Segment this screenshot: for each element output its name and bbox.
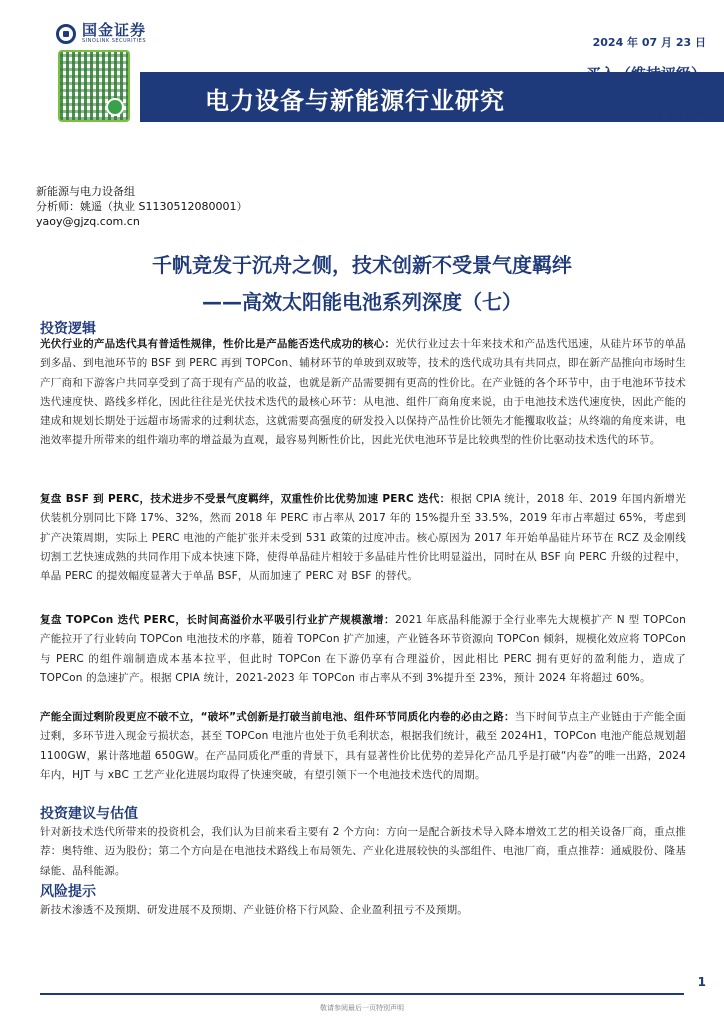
page-number: 1 <box>697 975 706 989</box>
paragraph-6: 新技术渗透不及预期、研发进展不及预期、产业链价格下行风险、企业盈利扭亏不及预期。 <box>40 904 468 916</box>
brand-name-cn: 国金证券 <box>82 21 147 39</box>
analyst-info <box>36 184 247 229</box>
paragraph-4: 产能全面过剩阶段更应不破不立，“破坏”式创新是打破当前电池、组件环节同质化内卷的必由之路：当下时间节点主产业链由于产能全面过剩，多环节进入现金亏损状态，甚至 TOPCon 电池片也处于负毛利状态，根据我们统计，截至 2024H1，TOPCon 电池产能总规划超 1100GW，累计落地超 650GW。在产品同质化严重的背景下，具有显著性价比优势的差异化产品几乎是打破“内卷”的唯一出路，2024 年内，HJT 与 xBC 工艺产业化进展均取得了快速突破，有望引领下一个电池技术迭代的周期。 <box>40 711 686 781</box>
analyst-email[interactable]: yaoy@gjzq.com.cn <box>36 215 140 228</box>
report-title: 电力设备与新能源行业研究 <box>205 87 505 115</box>
report-date: 2024 年 07 月 23 日 <box>592 36 706 49</box>
footer-disclaimer[interactable]: 敬请参阅最后一页特别声明 <box>320 1004 404 1012</box>
qr-code-icon <box>58 50 130 122</box>
footer-divider <box>40 993 684 995</box>
logo-icon <box>56 24 76 44</box>
section-heading-logic: 投资逻辑 <box>40 321 96 337</box>
report-tag: 证券研究报告 <box>658 112 706 121</box>
rating: 买入（维持评级） <box>585 65 706 83</box>
report-type: 行业专题研究报告 <box>601 93 706 108</box>
company-logo <box>56 22 146 45</box>
paragraph-3: 复盘 TOPCon 迭代 PERC，长时间高溢价水平吸引行业扩产规模激增：2021 年底晶科能源于全行业率先大规模扩产 N 型 TOPCon 产能拉开了行业转向 TOPCon 电池技术的序幕，随着 TOPCon 扩产加速，产业链各环节资源向 TOPCon 倾斜，规模化效应将 TOPCon 与 PERC 的组件端制造成本基本拉平，但此时 TOPCon 在下游仍享有合理溢价，因此相比 PERC 拥有更好的盈利能力，造成了 TOPCon 的急速扩产。根据 CPIA 统计，2021-2023 年 TOPCon 市占率从不到 3%提升至 23%，预计 2024 年将超过 60%。 <box>40 614 687 684</box>
analyst-name: 分析师：姚遥（执业 S1130512080001） <box>36 200 248 213</box>
sub-title: ——高效太阳能电池系列深度（七） <box>202 290 522 314</box>
section-heading-advice: 投资建议与估值 <box>40 806 138 822</box>
analyst-team: 新能源与电力设备组 <box>36 185 135 198</box>
main-title: 千帆竞发于沉舟之侧，技术创新不受景气度羁绊 <box>152 253 572 277</box>
paragraph-1: 光伏行业的产品迭代具有普适性规律，性价比是产品能否迭代成功的核心：光伏行业过去十年来技术和产品迭代迅速，从硅片环节的单晶到多晶、到电池环节的 BSF 到 PERC 再到 TOPCon、辅材环节的单玻到双玻等，技术的迭代成功具有共同点，即在新产品推向市场时生产厂商和下游客户共同享受到了高于现有产品的收益，也就是新产品需要拥有更高的性价比。在产业链的各个环节中，由于电池环节技术迭代速度快、路线多样化，因此往往是光伏技术迭代的最核心环节：从电池、组件厂商角度来说，由于电池技术迭代速度快，因此产能的建成和规划长期处于远超市场需求的过剩状态，这就需要高强度的研发投入以保持产品性价比领先才能攫取收益；从终端的角度来讲，电池效率提升所带来的组件端功率的增益最为直观，最容易判断性价比，因此光伏电池环节是比较典型的性价比驱动技术迭代的环节。 <box>40 338 686 447</box>
section-heading-risk: 风险提示 <box>40 884 96 900</box>
paragraph-2: 复盘 BSF 到 PERC，技术进步不受景气度羁绊，双重性价比优势加速 PERC 迭代：根据 CPIA 统计，2018 年、2019 年国内新增光伏装机分别同比下降 17%、32%，然而 2018 年 PERC 市占率从 2017 年的 15%提升至 33.5%，2019 年市占率超过 65%，考虑到扩产决策周期，实际上 PERC 电池的产能扩张并未受到 531 政策的过度冲击。核心原因为 2017 年开始单晶硅片环节在 RCZ 及金刚线切割工艺快速成熟的共同作用下成本快速下降，使得单晶硅片相较于多晶硅片性价比明显溢出，同时在从 BSF 向 PERC 升级的过程中，单晶 PERC 的提效幅度显著大于单晶 BSF，从而加速了 PERC 对 BSF 的替代。 <box>40 493 686 583</box>
paragraph-5: 针对新技术迭代所带来的投资机会，我们认为目前来看主要有 2 个方向：方向一是配合新技术导入降本增效工艺的相关设备厂商，重点推荐：奥特维、迈为股份；第二个方向是在电池技术路线上布局领先、产业化进展较快的头部组件、电池厂商，重点推荐：通威股份、隆基绿能、晶科能源。 <box>40 826 686 877</box>
brand-name-en: SINOLINK SECURITIES <box>82 38 146 44</box>
